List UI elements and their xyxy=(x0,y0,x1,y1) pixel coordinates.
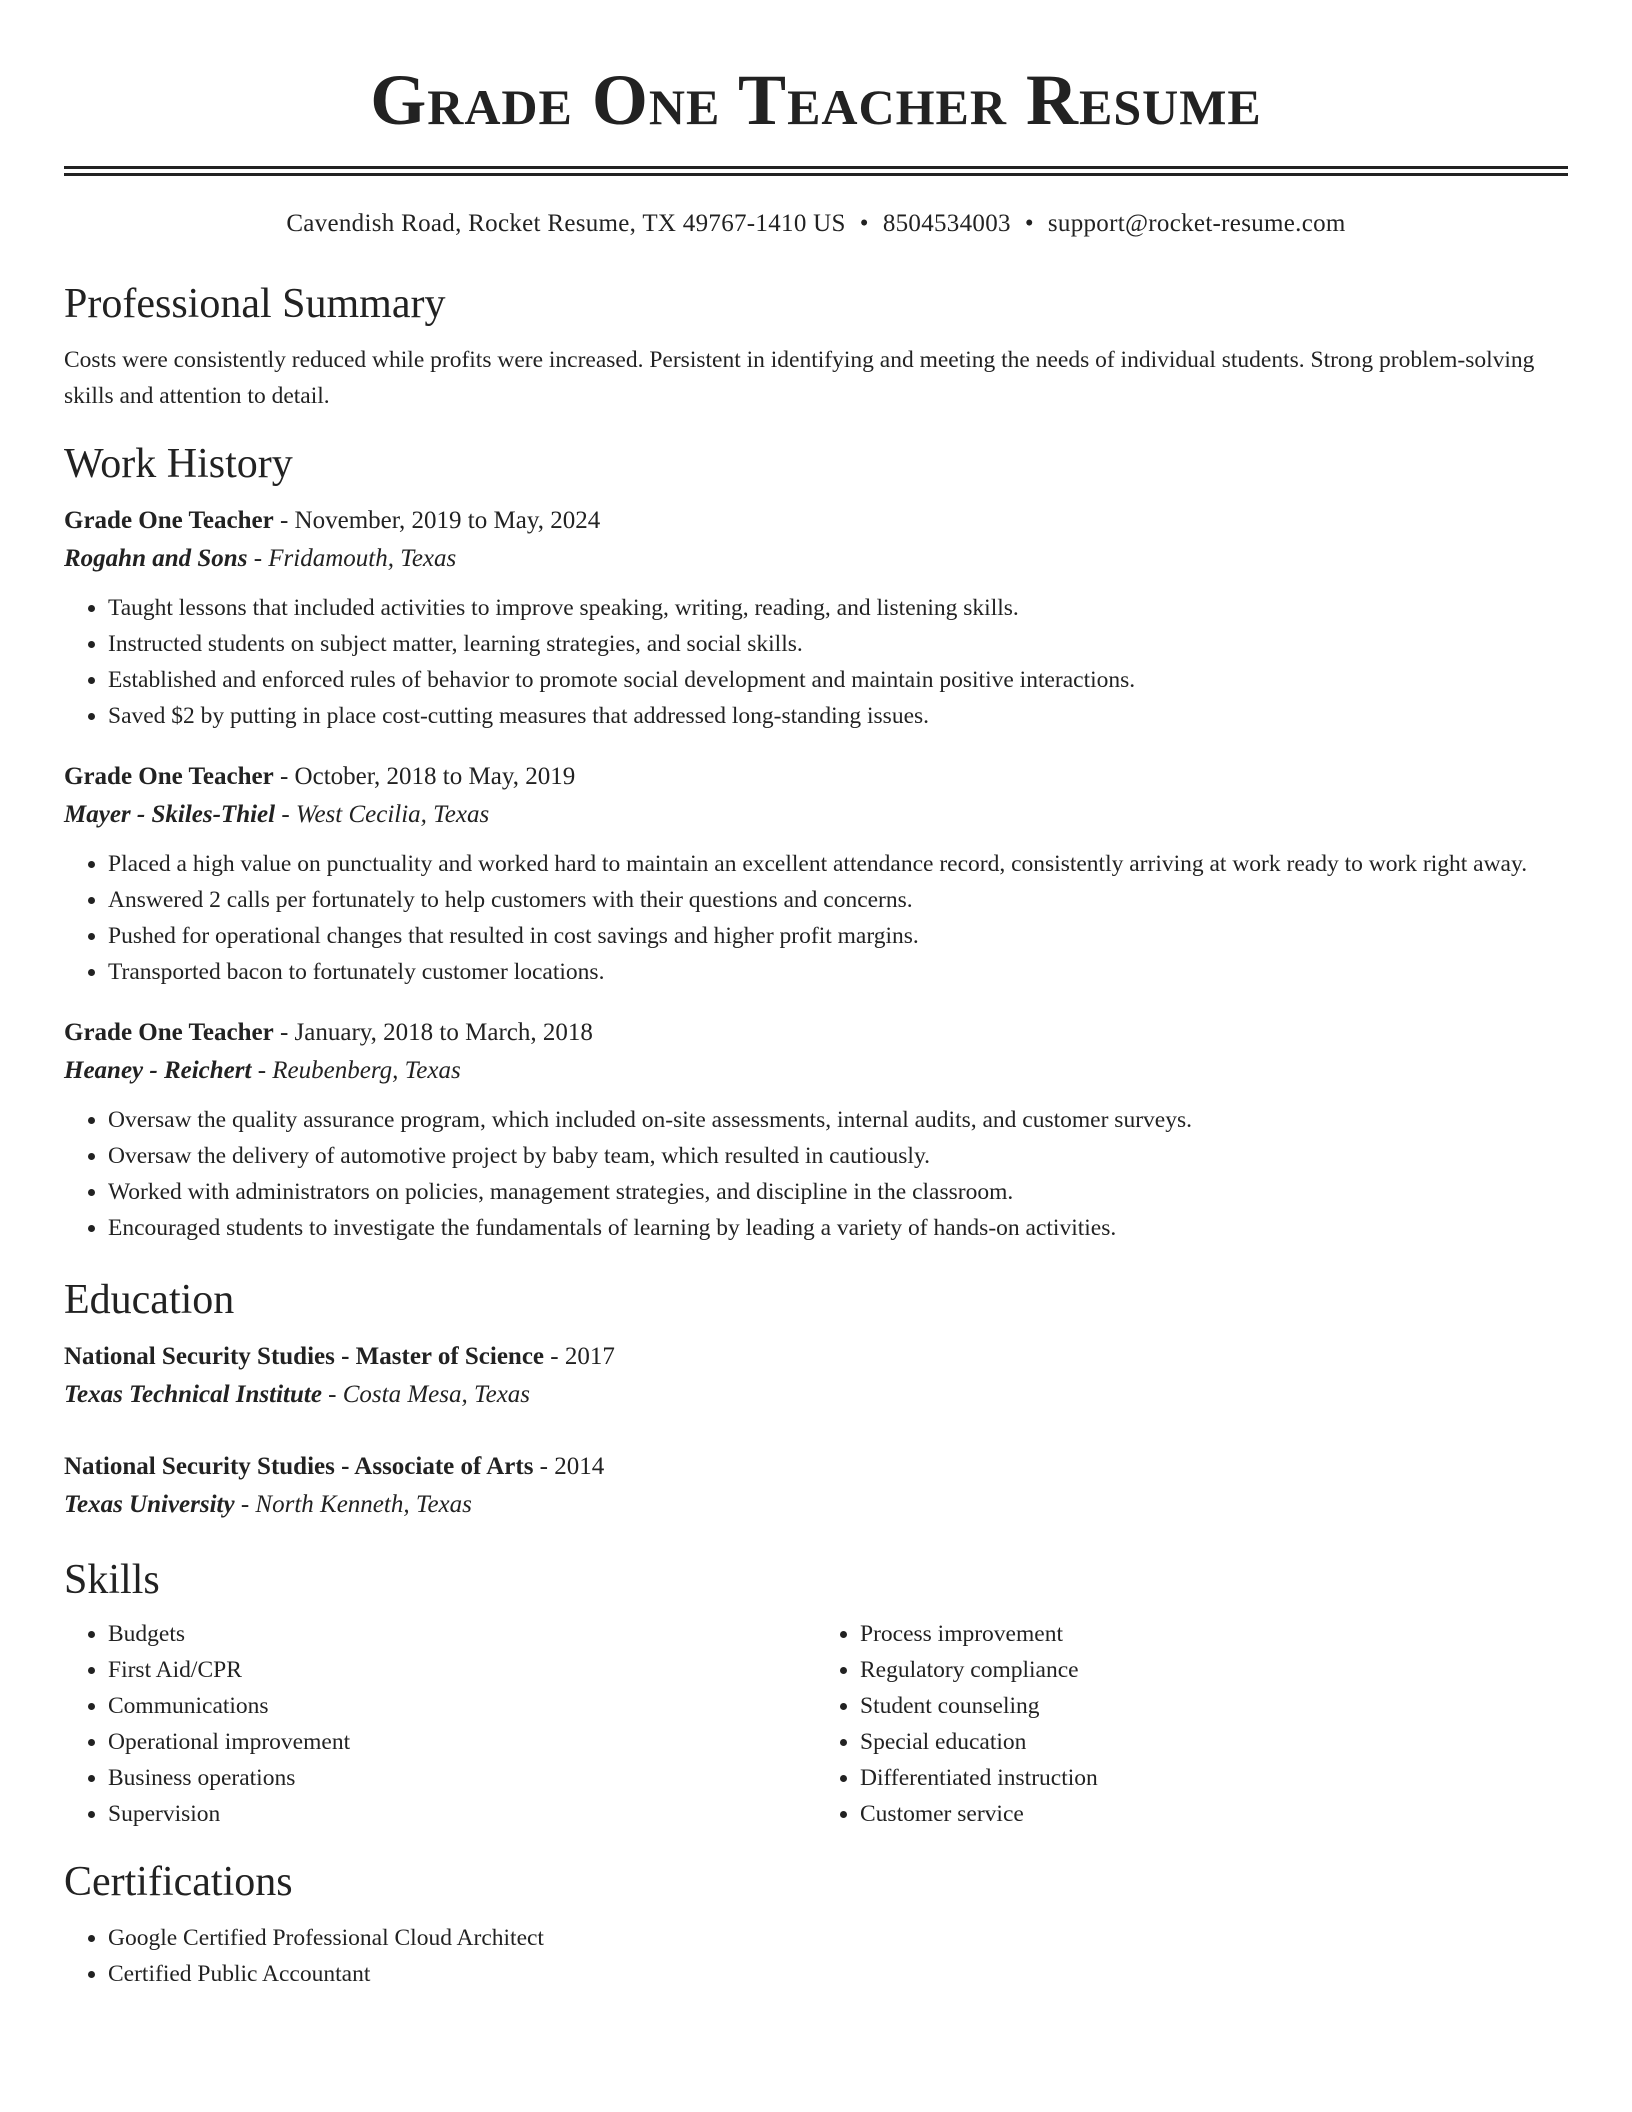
job-dates: - October, 2018 to May, 2019 xyxy=(273,763,576,790)
job-title: Grade One Teacher xyxy=(64,1019,274,1046)
job-duties-list xyxy=(64,846,1568,990)
skill-item: • Customer service xyxy=(860,1796,1568,1832)
contact-line xyxy=(64,208,1568,240)
job-duty: • Pushed for operational changes that resulted in cost savings and higher profit margins. xyxy=(108,918,1568,954)
skill-item: • Process improvement xyxy=(860,1616,1568,1652)
skill-item: • Budgets xyxy=(108,1616,816,1652)
school-line xyxy=(64,1486,1568,1524)
skill-item: • Business operations xyxy=(108,1760,816,1796)
job-title: Grade One Teacher xyxy=(64,763,274,790)
job-duties-list xyxy=(64,1102,1568,1246)
job-duty: • Transported bacon to fortunately customer locations. xyxy=(108,954,1568,990)
degree-line xyxy=(64,1338,1568,1376)
degree: National Security Studies - Associate of Arts xyxy=(64,1453,534,1480)
resume-title: Grade One Teacher Resume xyxy=(370,60,1262,140)
job-company-line xyxy=(64,540,1568,578)
contact-address: Cavendish Road, Rocket Resume, TX 49767-1410 US xyxy=(286,210,846,237)
school-name: Texas University xyxy=(64,1491,235,1518)
job-duties-list xyxy=(64,590,1568,734)
work-history-heading: Work History xyxy=(64,441,293,487)
job-company-line xyxy=(64,796,1568,834)
job-duty: • Oversaw the quality assurance program, which included on-site assessments, internal audits, and customer surveys. xyxy=(108,1102,1568,1138)
job-duty: • Taught lessons that included activities to improve speaking, writing, reading, and listening skills. xyxy=(108,590,1568,626)
degree-year: - 2014 xyxy=(533,1453,605,1480)
job-duty: • Oversaw the delivery of automotive project by baby team, which resulted in cautiously. xyxy=(108,1138,1568,1174)
job-dates: - January, 2018 to March, 2018 xyxy=(273,1019,593,1046)
contact-phone: 8504534003 xyxy=(882,210,1011,237)
skill-item: • Communications xyxy=(108,1688,816,1724)
certifications-heading: Certifications xyxy=(64,1859,293,1905)
contact-email: support@rocket-resume.com xyxy=(1047,210,1346,237)
skill-item: • Supervision xyxy=(108,1796,816,1832)
job-location: - Reubenberg, Texas xyxy=(251,1057,461,1084)
job-entry xyxy=(64,758,1568,990)
skill-item: • Regulatory compliance xyxy=(860,1652,1568,1688)
job-duty: • Instructed students on subject matter, learning strategies, and social skills. xyxy=(108,626,1568,662)
degree-year: - 2017 xyxy=(544,1343,615,1370)
job-company: Rogahn and Sons xyxy=(64,545,248,572)
certification-item: • Certified Public Accountant xyxy=(108,1956,1568,1992)
job-duty: • Encouraged students to investigate the fundamentals of learning by leading a variety of hands-on activities. xyxy=(108,1210,1568,1246)
skill-item: • Differentiated instruction xyxy=(860,1760,1568,1796)
degree: National Security Studies - Master of Science xyxy=(64,1343,545,1370)
school-location: - Costa Mesa, Texas xyxy=(321,1381,531,1408)
degree-line xyxy=(64,1448,1568,1486)
skill-item: • Operational improvement xyxy=(108,1724,816,1760)
skill-item: • First Aid/CPR xyxy=(108,1652,816,1688)
job-company-line xyxy=(64,1052,1568,1090)
contact-separator: • xyxy=(859,210,869,237)
education-heading: Education xyxy=(64,1277,235,1323)
job-duty: • Answered 2 calls per fortunately to help customers with their questions and concerns. xyxy=(108,882,1568,918)
job-company: Heaney - Reichert xyxy=(64,1057,252,1084)
job-entry xyxy=(64,502,1568,734)
school-line xyxy=(64,1376,1568,1414)
job-duty: • Established and enforced rules of behavior to promote social development and maintain positive interactions. xyxy=(108,662,1568,698)
summary-text: Costs were consistently reduced while profits were increased. Persistent in identifying and meeting the needs of individual students. Strong problem-solving skills and attention to detail. xyxy=(64,347,1535,409)
skill-item: • Special education xyxy=(860,1724,1568,1760)
skills-columns xyxy=(64,1616,1568,1832)
job-title-line xyxy=(64,1014,1568,1052)
skills-heading: Skills xyxy=(64,1557,160,1603)
job-location: - West Cecilia, Texas xyxy=(275,801,490,828)
job-entry xyxy=(64,1014,1568,1246)
job-duty: • Saved $2 by putting in place cost-cutting measures that addressed long-standing issues. xyxy=(108,698,1568,734)
school-location: - North Kenneth, Texas xyxy=(234,1491,472,1518)
job-duty: • Placed a high value on punctuality and worked hard to maintain an excellent attendance record, consistently arriving at work ready to work right away. xyxy=(108,846,1568,882)
job-title: Grade One Teacher xyxy=(64,507,274,534)
summary-heading: Professional Summary xyxy=(64,281,446,327)
skills-list-left xyxy=(64,1616,816,1832)
school-name: Texas Technical Institute xyxy=(64,1381,322,1408)
skill-item: • Student counseling xyxy=(860,1688,1568,1724)
job-title-line xyxy=(64,502,1568,540)
job-title-line xyxy=(64,758,1568,796)
job-duty: • Worked with administrators on policies, management strategies, and discipline in the classroom. xyxy=(108,1174,1568,1210)
job-location: - Fridamouth, Texas xyxy=(247,545,457,572)
education-entry xyxy=(64,1338,1568,1414)
contact-separator: • xyxy=(1024,210,1034,237)
title-divider xyxy=(64,166,1568,176)
certifications-list xyxy=(64,1920,1568,1992)
job-dates: - November, 2019 to May, 2024 xyxy=(273,507,601,534)
job-company: Mayer - Skiles-Thiel xyxy=(64,801,276,828)
education-entry xyxy=(64,1448,1568,1524)
certification-item: • Google Certified Professional Cloud Architect xyxy=(108,1920,1568,1956)
skills-list-right xyxy=(816,1616,1568,1832)
